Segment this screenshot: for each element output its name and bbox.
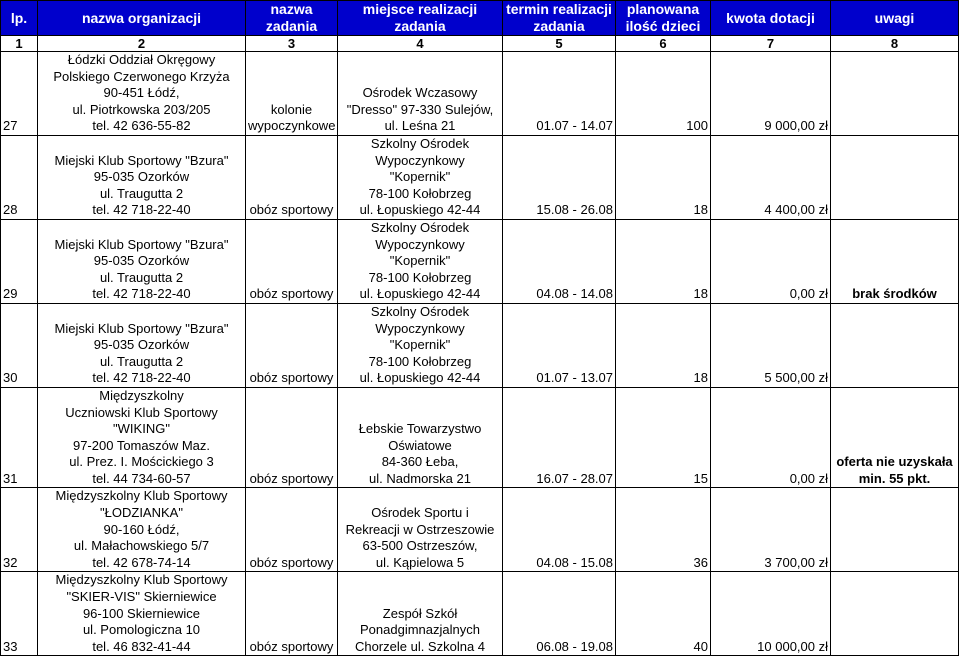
notes-line: min. 55 pkt. [858,470,931,486]
organization-cell [38,572,246,656]
column-number: 3 [246,36,338,52]
header-notes: uwagi [831,1,959,36]
row-number: 29 [1,219,38,303]
place-cell [338,303,503,387]
organization-line: ul. Traugutta 2 [99,353,184,369]
row-number: 32 [1,488,38,572]
amount-cell: 4 400,00 zł [711,135,831,219]
term-cell: 01.07 - 13.07 [503,303,616,387]
column-number-row [1,36,959,52]
place-line: 63-500 Ostrzeszów, [362,538,478,554]
organization-line: Międzyszkolny Klub Sportowy [55,488,228,504]
organization-line: tel. 42 636-55-82 [92,118,191,134]
notes-cell [831,303,959,387]
organization-line: tel. 46 832-41-44 [92,638,191,654]
organization-line: 95-035 Ozorków [93,169,190,185]
column-number: 1 [1,36,38,52]
header-lp: lp. [1,1,38,36]
amount-cell: 9 000,00 zł [711,52,831,136]
term-cell: 06.08 - 19.08 [503,572,616,656]
notes-cell [831,52,959,136]
table-row [1,219,959,303]
place-cell [338,219,503,303]
column-number: 8 [831,36,959,52]
header-term: termin realizacji zadania [503,1,616,36]
place-line: ul. Łopuskiego 42-44 [359,286,481,302]
organization-line: tel. 42 718-22-40 [92,202,191,218]
place-line: Szkolny Ośrodek [370,303,470,319]
place-cell [338,572,503,656]
table-row [1,572,959,656]
place-line: Oświatowe [388,437,452,453]
notes-cell [831,572,959,656]
amount-cell: 0,00 zł [711,219,831,303]
header-task: nazwa zadania [246,1,338,36]
organization-line: Miejski Klub Sportowy "Bzura" [54,152,229,168]
header-place: miejsce realizacji zadania [338,1,503,36]
organization-line: Łódzki Oddział Okręgowy [67,52,216,67]
task-line: obóz sportowy [249,286,334,302]
kids-count-cell: 18 [616,303,711,387]
task-line: wypoczynkowe [248,118,336,134]
place-line: Wypoczynkowy [375,236,465,252]
place-line: 78-100 Kołobrzeg [368,353,472,369]
place-line: ul. Leśna 21 [384,118,456,134]
column-number: 4 [338,36,503,52]
kids-count-cell: 18 [616,219,711,303]
term-cell: 01.07 - 14.07 [503,52,616,136]
task-line: obóz sportowy [249,554,334,570]
kids-count-cell: 18 [616,135,711,219]
row-number: 31 [1,387,38,488]
task-line: obóz sportowy [249,202,334,218]
organization-cell [38,135,246,219]
organization-cell [38,303,246,387]
place-line: ul. Nadmorska 21 [369,470,471,486]
place-line: 78-100 Kołobrzeg [368,185,472,201]
place-line: ul. Łopuskiego 42-44 [359,202,481,218]
organization-line: ul. Piotrkowska 203/205 [72,101,211,117]
place-line: Ponadgimnazjalnych [360,622,480,638]
place-line: 84-360 Łeba, [381,454,459,470]
row-number: 30 [1,303,38,387]
organization-line: "ŁODZIANKA" [100,505,183,521]
notes-cell [831,387,959,488]
organization-line: 95-035 Ozorków [93,337,190,353]
notes-line: brak środków [852,286,937,302]
kids-count-cell: 100 [616,52,711,136]
column-number: 5 [503,36,616,52]
place-cell [338,135,503,219]
organization-line: ul. Prez. I. Mościckiego 3 [69,454,214,470]
term-cell: 15.08 - 26.08 [503,135,616,219]
row-number: 33 [1,572,38,656]
place-cell [338,488,503,572]
place-line: Wypoczynkowy [375,320,465,336]
notes-cell [831,219,959,303]
amount-cell: 3 700,00 zł [711,488,831,572]
organization-cell [38,488,246,572]
table-row [1,135,959,219]
kids-count-cell: 15 [616,387,711,488]
organization-line: Uczniowski Klub Sportowy [65,404,218,420]
place-line: "Kopernik" [389,337,451,353]
place-line: Rekreacji w Ostrzeszowie [345,521,495,537]
organization-line: 96-100 Skierniewice [82,605,201,621]
column-number: 2 [38,36,246,52]
organization-line: ul. Pomologiczna 10 [82,622,201,638]
table-row [1,52,959,136]
header-organization: nazwa organizacji [38,1,246,36]
organization-line: Miejski Klub Sportowy "Bzura" [54,236,229,252]
organization-line: ul. Traugutta 2 [99,269,184,285]
header-kids: planowana ilość dzieci [616,1,711,36]
organization-line: 95-035 Ozorków [93,253,190,269]
task-cell [246,303,338,387]
organization-line: Międzyszkolny Klub Sportowy [55,572,228,588]
place-line: Ośrodek Wczasowy [362,85,478,101]
row-number: 28 [1,135,38,219]
organization-line: Międzyszkolny [99,387,184,403]
notes-cell [831,135,959,219]
organization-line: Miejski Klub Sportowy "Bzura" [54,320,229,336]
place-line: Chorzele ul. Szkolna 4 [354,638,486,654]
organization-line: Polskiego Czerwonego Krzyża [53,68,230,84]
table-row [1,303,959,387]
place-line: "Kopernik" [389,253,451,269]
task-cell [246,135,338,219]
task-cell [246,52,338,136]
organization-cell [38,219,246,303]
place-line: "Dresso" 97-330 Sulejów, [346,101,494,117]
organization-line: "SKIER-VIS" Skierniewice [66,589,217,605]
task-cell [246,219,338,303]
amount-cell: 0,00 zł [711,387,831,488]
organization-line: tel. 42 718-22-40 [92,370,191,386]
place-line: Szkolny Ośrodek [370,136,470,151]
place-line: ul. Kąpielowa 5 [375,554,465,570]
task-line: obóz sportowy [249,638,334,654]
task-cell [246,387,338,488]
kids-count-cell: 36 [616,488,711,572]
amount-cell: 10 000,00 zł [711,572,831,656]
organization-line: tel. 42 718-22-40 [92,286,191,302]
table-row [1,488,959,572]
column-number: 7 [711,36,831,52]
organization-cell [38,52,246,136]
organization-cell [38,387,246,488]
task-line: kolonie [270,101,313,117]
place-cell [338,387,503,488]
task-line: obóz sportowy [249,370,334,386]
header-amount: kwota dotacji [711,1,831,36]
place-line: Łebskie Towarzystwo [358,421,482,437]
column-number: 6 [616,36,711,52]
place-cell [338,52,503,136]
notes-cell [831,488,959,572]
row-number: 27 [1,52,38,136]
organization-line: tel. 42 678-74-14 [92,554,191,570]
term-cell: 04.08 - 15.08 [503,488,616,572]
term-cell: 16.07 - 28.07 [503,387,616,488]
organization-line: "WIKING" [113,421,170,437]
place-line: 78-100 Kołobrzeg [368,269,472,285]
place-line: Ośrodek Sportu i [371,505,469,521]
place-line: Wypoczynkowy [375,152,465,168]
kids-count-cell: 40 [616,572,711,656]
task-line: obóz sportowy [249,470,334,486]
organization-line: 97-200 Tomaszów Maz. [72,437,211,453]
organization-line: ul. Traugutta 2 [99,185,184,201]
notes-line: oferta nie uzyskała [836,454,953,470]
header-row [1,1,959,36]
place-line: Szkolny Ośrodek [370,219,470,235]
term-cell: 04.08 - 14.08 [503,219,616,303]
organization-line: ul. Małachowskiego 5/7 [73,538,210,554]
amount-cell: 5 500,00 zł [711,303,831,387]
organization-line: tel. 44 734-60-57 [92,470,191,486]
table-row [1,387,959,488]
organization-line: 90-451 Łódź, [103,85,180,101]
organization-line: 90-160 Łódź, [103,521,180,537]
task-cell [246,572,338,656]
place-line: Zespół Szkół [382,605,458,621]
task-cell [246,488,338,572]
place-line: ul. Łopuskiego 42-44 [359,370,481,386]
place-line: "Kopernik" [389,169,451,185]
